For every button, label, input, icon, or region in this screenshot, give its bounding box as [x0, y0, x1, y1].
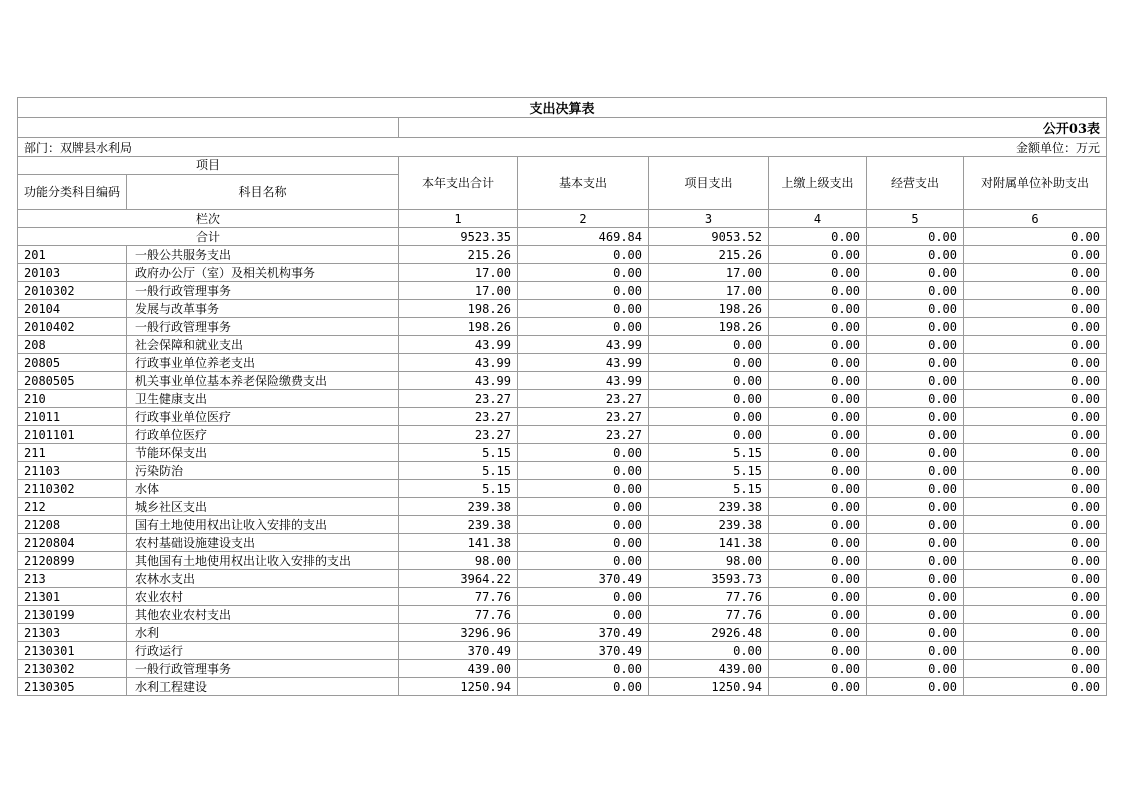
row-code: 2080505 [18, 372, 127, 390]
table-row [18, 660, 1107, 678]
table-row [18, 282, 1107, 300]
name-header: 科目名称 [127, 175, 399, 210]
row-value: 0.00 [769, 642, 867, 660]
row-name: 社会保障和就业支出 [127, 336, 399, 354]
row-value: 0.00 [964, 588, 1107, 606]
lanci-label: 栏次 [18, 210, 399, 228]
col-header-project: 项目支出 [649, 157, 769, 210]
row-name: 其他国有土地使用权出让收入安排的支出 [127, 552, 399, 570]
row-value: 0.00 [769, 246, 867, 264]
row-value: 0.00 [518, 552, 649, 570]
row-value: 77.76 [649, 606, 769, 624]
row-value: 0.00 [518, 588, 649, 606]
total-value: 0.00 [964, 228, 1107, 246]
row-code: 21103 [18, 462, 127, 480]
row-name: 水利工程建设 [127, 678, 399, 696]
row-value: 0.00 [518, 318, 649, 336]
row-value: 198.26 [399, 300, 518, 318]
row-value: 0.00 [769, 264, 867, 282]
row-value: 0.00 [964, 426, 1107, 444]
row-value: 0.00 [769, 624, 867, 642]
row-name: 农村基础设施建设支出 [127, 534, 399, 552]
row-value: 98.00 [649, 552, 769, 570]
row-value: 0.00 [649, 426, 769, 444]
row-name: 发展与改革事务 [127, 300, 399, 318]
row-value: 370.49 [518, 624, 649, 642]
row-value: 0.00 [867, 462, 964, 480]
table-row [18, 642, 1107, 660]
row-value: 0.00 [518, 462, 649, 480]
row-value: 43.99 [399, 336, 518, 354]
row-value: 0.00 [964, 336, 1107, 354]
row-value: 43.99 [399, 354, 518, 372]
row-value: 0.00 [518, 606, 649, 624]
row-value: 43.99 [399, 372, 518, 390]
row-value: 0.00 [649, 372, 769, 390]
row-value: 43.99 [518, 336, 649, 354]
row-value: 239.38 [649, 498, 769, 516]
row-value: 0.00 [518, 480, 649, 498]
row-value: 0.00 [769, 318, 867, 336]
row-value: 0.00 [964, 246, 1107, 264]
table-row [18, 678, 1107, 696]
row-value: 0.00 [867, 318, 964, 336]
row-value: 0.00 [867, 498, 964, 516]
row-value: 3964.22 [399, 570, 518, 588]
table-row [18, 318, 1107, 336]
row-value: 198.26 [649, 318, 769, 336]
table-row [18, 426, 1107, 444]
row-value: 0.00 [964, 660, 1107, 678]
row-value: 1250.94 [399, 678, 518, 696]
row-code: 20104 [18, 300, 127, 318]
row-value: 0.00 [964, 300, 1107, 318]
row-name: 行政运行 [127, 642, 399, 660]
row-code: 2010302 [18, 282, 127, 300]
expenditure-table [17, 97, 1107, 696]
row-value: 0.00 [518, 300, 649, 318]
row-name: 机关事业单位基本养老保险缴费支出 [127, 372, 399, 390]
row-value: 215.26 [399, 246, 518, 264]
row-value: 198.26 [649, 300, 769, 318]
row-value: 0.00 [867, 372, 964, 390]
row-code: 2130305 [18, 678, 127, 696]
title-row [18, 98, 1107, 118]
row-value: 239.38 [399, 516, 518, 534]
form-code-row [18, 118, 1107, 138]
row-value: 0.00 [769, 426, 867, 444]
row-value: 0.00 [867, 264, 964, 282]
row-value: 0.00 [518, 282, 649, 300]
row-value: 0.00 [867, 390, 964, 408]
table-row [18, 372, 1107, 390]
row-value: 0.00 [769, 354, 867, 372]
item-group-header: 项目 [18, 157, 399, 175]
row-value: 0.00 [769, 678, 867, 696]
row-value: 0.00 [518, 660, 649, 678]
row-value: 0.00 [867, 300, 964, 318]
table-row [18, 264, 1107, 282]
row-code: 21301 [18, 588, 127, 606]
row-value: 0.00 [518, 534, 649, 552]
row-name: 政府办公厅（室）及相关机构事务 [127, 264, 399, 282]
lanci-number: 6 [964, 210, 1107, 228]
row-value: 0.00 [964, 678, 1107, 696]
lanci-number: 3 [649, 210, 769, 228]
row-value: 0.00 [867, 408, 964, 426]
row-value: 3593.73 [649, 570, 769, 588]
lanci-number: 2 [518, 210, 649, 228]
row-value: 239.38 [399, 498, 518, 516]
total-label: 合计 [18, 228, 399, 246]
row-value: 0.00 [769, 498, 867, 516]
row-value: 0.00 [769, 462, 867, 480]
row-value: 0.00 [867, 624, 964, 642]
header-row-1 [18, 157, 1107, 175]
row-value: 77.76 [649, 588, 769, 606]
report-title: 支出决算表 [18, 98, 1107, 118]
row-value: 98.00 [399, 552, 518, 570]
row-value: 0.00 [867, 426, 964, 444]
lanci-row [18, 210, 1107, 228]
row-code: 2120804 [18, 534, 127, 552]
row-value: 23.27 [399, 390, 518, 408]
row-value: 0.00 [769, 390, 867, 408]
row-value: 0.00 [769, 300, 867, 318]
row-value: 0.00 [867, 552, 964, 570]
row-value: 0.00 [964, 516, 1107, 534]
row-value: 0.00 [964, 282, 1107, 300]
row-code: 210 [18, 390, 127, 408]
row-value: 0.00 [964, 606, 1107, 624]
table-row [18, 300, 1107, 318]
row-value: 0.00 [964, 372, 1107, 390]
row-code: 201 [18, 246, 127, 264]
row-name: 农林水支出 [127, 570, 399, 588]
table-row [18, 570, 1107, 588]
row-code: 208 [18, 336, 127, 354]
table-body [18, 98, 1107, 696]
table-row [18, 606, 1107, 624]
row-value: 2926.48 [649, 624, 769, 642]
row-value: 43.99 [518, 354, 649, 372]
row-value: 5.15 [649, 480, 769, 498]
row-value: 5.15 [399, 462, 518, 480]
lanci-number: 1 [399, 210, 518, 228]
row-value: 0.00 [769, 516, 867, 534]
row-code: 2120899 [18, 552, 127, 570]
row-value: 0.00 [649, 336, 769, 354]
table-row [18, 534, 1107, 552]
row-code: 212 [18, 498, 127, 516]
row-value: 0.00 [964, 462, 1107, 480]
total-value: 9523.35 [399, 228, 518, 246]
row-value: 43.99 [518, 372, 649, 390]
row-value: 17.00 [649, 264, 769, 282]
row-value: 0.00 [769, 570, 867, 588]
row-value: 0.00 [964, 444, 1107, 462]
table-row [18, 552, 1107, 570]
row-value: 0.00 [867, 354, 964, 372]
row-code: 2010402 [18, 318, 127, 336]
row-value: 0.00 [769, 372, 867, 390]
table-row [18, 354, 1107, 372]
row-value: 23.27 [399, 426, 518, 444]
row-value: 370.49 [518, 570, 649, 588]
row-value: 0.00 [867, 534, 964, 552]
row-value: 439.00 [649, 660, 769, 678]
row-value: 0.00 [769, 660, 867, 678]
form-code-spacer [18, 118, 399, 138]
row-value: 0.00 [964, 390, 1107, 408]
row-value: 370.49 [518, 642, 649, 660]
row-value: 0.00 [649, 354, 769, 372]
row-value: 0.00 [518, 246, 649, 264]
row-value: 239.38 [649, 516, 769, 534]
row-code: 2130199 [18, 606, 127, 624]
row-value: 0.00 [964, 408, 1107, 426]
row-name: 一般行政管理事务 [127, 318, 399, 336]
table-row [18, 498, 1107, 516]
table-row [18, 480, 1107, 498]
row-value: 0.00 [867, 660, 964, 678]
row-value: 0.00 [964, 534, 1107, 552]
row-value: 0.00 [769, 282, 867, 300]
row-value: 0.00 [769, 408, 867, 426]
table-row [18, 516, 1107, 534]
row-value: 0.00 [649, 408, 769, 426]
total-row [18, 228, 1107, 246]
row-name: 其他农业农村支出 [127, 606, 399, 624]
col-header-subsidy: 对附属单位补助支出 [964, 157, 1107, 210]
row-value: 3296.96 [399, 624, 518, 642]
row-value: 0.00 [867, 336, 964, 354]
row-value: 0.00 [769, 480, 867, 498]
row-value: 439.00 [399, 660, 518, 678]
department-label: 部门：双牌县水利局 [18, 138, 399, 157]
row-value: 77.76 [399, 606, 518, 624]
row-value: 0.00 [867, 246, 964, 264]
row-code: 21303 [18, 624, 127, 642]
row-name: 农业农村 [127, 588, 399, 606]
total-value: 0.00 [867, 228, 964, 246]
row-value: 23.27 [518, 408, 649, 426]
row-code: 213 [18, 570, 127, 588]
row-value: 0.00 [964, 498, 1107, 516]
col-header-basic: 基本支出 [518, 157, 649, 210]
row-value: 0.00 [518, 498, 649, 516]
row-value: 23.27 [518, 426, 649, 444]
row-value: 0.00 [769, 606, 867, 624]
row-value: 77.76 [399, 588, 518, 606]
row-value: 0.00 [867, 282, 964, 300]
row-value: 0.00 [518, 516, 649, 534]
row-name: 行政事业单位医疗 [127, 408, 399, 426]
row-value: 5.15 [399, 444, 518, 462]
table-row [18, 408, 1107, 426]
total-value: 9053.52 [649, 228, 769, 246]
row-value: 0.00 [867, 570, 964, 588]
row-value: 17.00 [649, 282, 769, 300]
table-row [18, 390, 1107, 408]
row-name: 一般行政管理事务 [127, 282, 399, 300]
row-value: 5.15 [649, 462, 769, 480]
row-value: 23.27 [518, 390, 649, 408]
table-row [18, 444, 1107, 462]
table-row [18, 246, 1107, 264]
row-value: 0.00 [964, 570, 1107, 588]
row-value: 198.26 [399, 318, 518, 336]
row-value: 370.49 [399, 642, 518, 660]
row-value: 0.00 [964, 552, 1107, 570]
row-value: 23.27 [399, 408, 518, 426]
total-value: 469.84 [518, 228, 649, 246]
row-value: 5.15 [399, 480, 518, 498]
row-value: 0.00 [964, 642, 1107, 660]
table-row [18, 336, 1107, 354]
row-value: 0.00 [769, 444, 867, 462]
row-value: 0.00 [964, 318, 1107, 336]
row-value: 0.00 [867, 516, 964, 534]
row-code: 21011 [18, 408, 127, 426]
row-value: 0.00 [518, 264, 649, 282]
row-name: 水利 [127, 624, 399, 642]
row-value: 0.00 [964, 354, 1107, 372]
row-value: 17.00 [399, 264, 518, 282]
row-code: 20805 [18, 354, 127, 372]
col-header-remit: 上缴上级支出 [769, 157, 867, 210]
lanci-number: 4 [769, 210, 867, 228]
row-code: 211 [18, 444, 127, 462]
row-value: 0.00 [867, 678, 964, 696]
total-value: 0.00 [769, 228, 867, 246]
row-name: 水体 [127, 480, 399, 498]
department-row [18, 138, 1107, 157]
row-value: 0.00 [769, 336, 867, 354]
row-value: 0.00 [867, 480, 964, 498]
row-value: 0.00 [649, 390, 769, 408]
row-code: 2101101 [18, 426, 127, 444]
row-value: 0.00 [964, 264, 1107, 282]
row-code: 21208 [18, 516, 127, 534]
row-value: 0.00 [769, 588, 867, 606]
row-code: 20103 [18, 264, 127, 282]
row-value: 0.00 [518, 444, 649, 462]
row-value: 5.15 [649, 444, 769, 462]
row-code: 2130301 [18, 642, 127, 660]
row-name: 行政单位医疗 [127, 426, 399, 444]
row-value: 0.00 [769, 552, 867, 570]
code-header: 功能分类科目编码 [18, 175, 127, 210]
row-value: 0.00 [867, 588, 964, 606]
row-value: 0.00 [867, 606, 964, 624]
row-value: 1250.94 [649, 678, 769, 696]
row-name: 一般公共服务支出 [127, 246, 399, 264]
row-value: 141.38 [649, 534, 769, 552]
row-name: 节能环保支出 [127, 444, 399, 462]
row-name: 污染防治 [127, 462, 399, 480]
table-row [18, 624, 1107, 642]
row-value: 141.38 [399, 534, 518, 552]
row-name: 城乡社区支出 [127, 498, 399, 516]
row-value: 0.00 [518, 678, 649, 696]
row-value: 215.26 [649, 246, 769, 264]
row-value: 0.00 [649, 642, 769, 660]
col-header-operating: 经营支出 [867, 157, 964, 210]
row-value: 0.00 [964, 480, 1107, 498]
row-code: 2130302 [18, 660, 127, 678]
row-name: 一般行政管理事务 [127, 660, 399, 678]
table-row [18, 588, 1107, 606]
row-name: 行政事业单位养老支出 [127, 354, 399, 372]
row-value: 0.00 [769, 534, 867, 552]
amount-unit-label: 金额单位：万元 [399, 138, 1107, 157]
row-value: 0.00 [867, 642, 964, 660]
expenditure-report-sheet [17, 97, 1106, 696]
form-code: 公开03表 [399, 118, 1107, 138]
lanci-number: 5 [867, 210, 964, 228]
col-header-total: 本年支出合计 [399, 157, 518, 210]
row-code: 2110302 [18, 480, 127, 498]
table-row [18, 462, 1107, 480]
row-value: 17.00 [399, 282, 518, 300]
row-name: 卫生健康支出 [127, 390, 399, 408]
row-name: 国有土地使用权出让收入安排的支出 [127, 516, 399, 534]
row-value: 0.00 [964, 624, 1107, 642]
row-value: 0.00 [867, 444, 964, 462]
